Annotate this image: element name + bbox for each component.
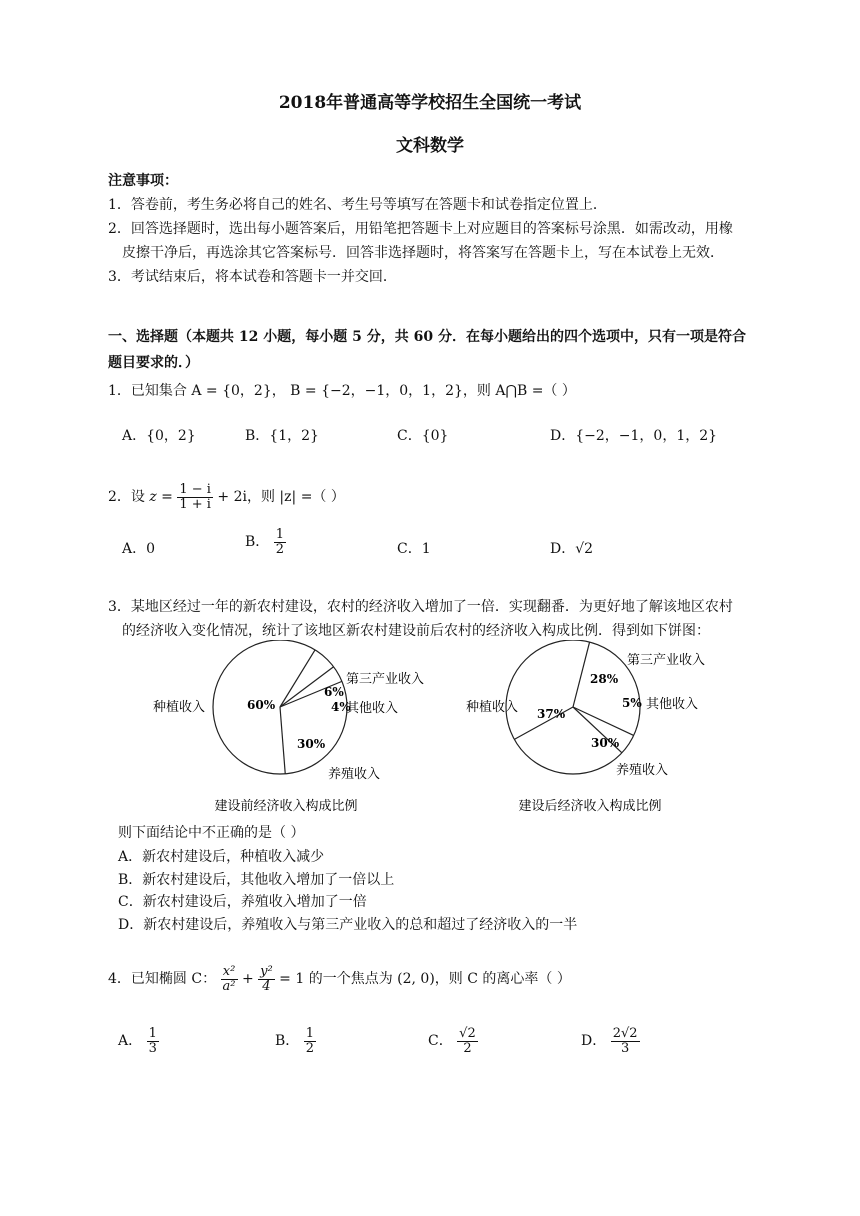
notice-item-2-cont: 皮擦干净后，再选涂其它答案标号．回答非选择题时，将答案写在答题卡上，写在本试卷上无效． xyxy=(122,245,724,261)
q2-option-c: C．1 xyxy=(397,541,431,557)
exam-subject: 文科数学 xyxy=(396,136,464,156)
pie-value-label: 30% xyxy=(591,736,620,750)
q4-frac-y xyxy=(258,965,275,993)
pie-value-label: 5% xyxy=(622,696,642,710)
notice-item-3: 3．考试结束后，将本试卷和答题卡一并交回． xyxy=(108,269,397,285)
q4-f1-den: a² xyxy=(222,978,236,994)
q4-opta-frac xyxy=(147,1027,159,1055)
pie-category-label: 种植收入 xyxy=(465,700,518,715)
q4-frac-x xyxy=(221,965,238,993)
q2-option-b xyxy=(245,528,286,556)
q4-optc-frac xyxy=(457,1027,478,1055)
pie-chart-title: 建设后经济收入构成比例 xyxy=(518,799,662,814)
q4-option-b xyxy=(275,1027,316,1055)
pie-category-label: 种植收入 xyxy=(152,700,205,715)
q4-suffix: = 1 的一个焦点为 (2, 0)，则 C 的离心率（ ） xyxy=(279,971,571,988)
pie-category-label: 其他收入 xyxy=(646,697,699,712)
question-3-stem-cont: 的经济收入变化情况，统计了该地区新农村建设前后农村的经济收入构成比例．得到如下饼图： xyxy=(122,623,710,639)
q4-optb-label: B． xyxy=(275,1033,300,1050)
q1-option-a: A．{0，2} xyxy=(122,428,196,444)
q4-optd-label: D． xyxy=(581,1033,607,1050)
notice-heading: 注意事项： xyxy=(108,173,178,189)
q4-optd-den: 3 xyxy=(620,1040,630,1056)
q4-f2-num: y² xyxy=(260,964,273,979)
pie-category-label: 养殖收入 xyxy=(328,767,381,782)
q2-optb-num: 1 xyxy=(275,527,285,542)
notice-item-2: 2．回答选择题时，选出每小题答案后，用铅笔把答题卡上对应题目的答案标号涂黑．如需改动，用橡 xyxy=(108,221,733,237)
q3-option-a: A．新农村建设后，种植收入减少 xyxy=(118,849,325,865)
pie-value-label: 6% xyxy=(324,685,344,699)
question-1-stem: 1．已知集合 A = {0，2}， B = {−2，−1，0，1，2}，则 A⋂B =（ ） xyxy=(108,383,576,399)
q2-option-d: D．√2 xyxy=(550,541,594,557)
pie-chart-title: 建设前经济收入构成比例 xyxy=(214,799,358,814)
q4-option-a xyxy=(118,1027,159,1055)
question-2-stem xyxy=(108,483,345,511)
q4-f1-num: x² xyxy=(221,965,238,980)
pie-category-label: 养殖收入 xyxy=(616,763,669,778)
q4-opta-den: 3 xyxy=(148,1040,157,1056)
q4-prefix: 4．已知椭圆 C： xyxy=(108,971,217,988)
q4-optd-num: 2√2 xyxy=(612,1026,638,1041)
q3-option-c: C．新农村建设后，养殖收入增加了一倍 xyxy=(118,894,367,910)
question-3-stem: 3．某地区经过一年的新农村建设，农村的经济收入增加了一倍．实现翻番．为更好地了解该地区农村 xyxy=(108,599,733,615)
pie-value-label: 28% xyxy=(590,672,619,686)
pie-category-label: 第三产业收入 xyxy=(346,672,425,687)
pie-charts xyxy=(100,640,740,820)
q2-optb-den: 2 xyxy=(275,541,285,557)
q2-option-b-frac xyxy=(274,528,286,556)
q4-optc-num: √2 xyxy=(459,1026,476,1041)
q4-opta-num: 1 xyxy=(148,1026,157,1041)
q1-option-c: C．{0} xyxy=(397,428,449,444)
q2-option-a: A．0 xyxy=(122,541,156,557)
q4-optc-label: C． xyxy=(428,1033,453,1050)
q3-option-b: B．新农村建设后，其他收入增加了一倍以上 xyxy=(118,872,395,888)
pie-chart-after xyxy=(466,640,705,814)
exam-title: 2018年普通高等学校招生全国统一考试 xyxy=(278,93,582,113)
pie-chart-before xyxy=(153,640,424,814)
q4-opta-label: A． xyxy=(118,1033,143,1050)
section-heading: 一、选择题（本题共 12 小题，每小题 5 分，共 60 分．在每小题给出的四个选项中，只有一项是符合 xyxy=(108,329,746,345)
question-4-stem xyxy=(108,965,571,993)
q2-suffix: + 2i，则 |z| =（ ） xyxy=(217,489,345,506)
q4-optb-num: 1 xyxy=(305,1026,315,1041)
pie-value-label: 37% xyxy=(537,707,566,721)
pie-value-label: 4% xyxy=(331,700,351,714)
q4-optb-den: 2 xyxy=(305,1040,315,1056)
q1-option-d: D．{−2，−1，0，1，2} xyxy=(550,428,718,444)
q4-option-d xyxy=(581,1027,640,1055)
notice-item-1: 1．答卷前，考生务必将自己的姓名、考生号等填写在答题卡和试卷指定位置上． xyxy=(108,197,607,213)
q4-optd-frac xyxy=(611,1027,640,1055)
q2-option-b-label: B． xyxy=(245,534,270,551)
q4-plus: + xyxy=(241,971,254,988)
q3-option-d: D．新农村建设后，养殖收入与第三产业收入的总和超过了经济收入的一半 xyxy=(118,917,578,933)
q4-option-c xyxy=(428,1027,478,1055)
q2-prefix: 2．设 xyxy=(108,489,150,506)
q4-f2-den: 4 xyxy=(262,978,271,994)
q2-frac-num: 1 − i xyxy=(179,482,211,497)
pie-value-label: 30% xyxy=(297,737,326,751)
q4-optc-den: 2 xyxy=(463,1040,472,1056)
q1-option-b: B．{1，2} xyxy=(245,428,319,444)
q3-ask: 则下面结论中不正确的是（ ） xyxy=(118,825,305,841)
pie-category-label: 第三产业收入 xyxy=(627,653,706,668)
q2-frac-den: 1 + i xyxy=(179,496,211,512)
pie-category-label: 其他收入 xyxy=(346,701,399,716)
q4-optb-frac xyxy=(304,1027,316,1055)
section-heading-cont: 题目要求的．） xyxy=(108,355,199,371)
q2-fraction xyxy=(177,483,213,511)
pie-value-label: 60% xyxy=(247,698,276,712)
q2-z: z = xyxy=(149,489,173,506)
